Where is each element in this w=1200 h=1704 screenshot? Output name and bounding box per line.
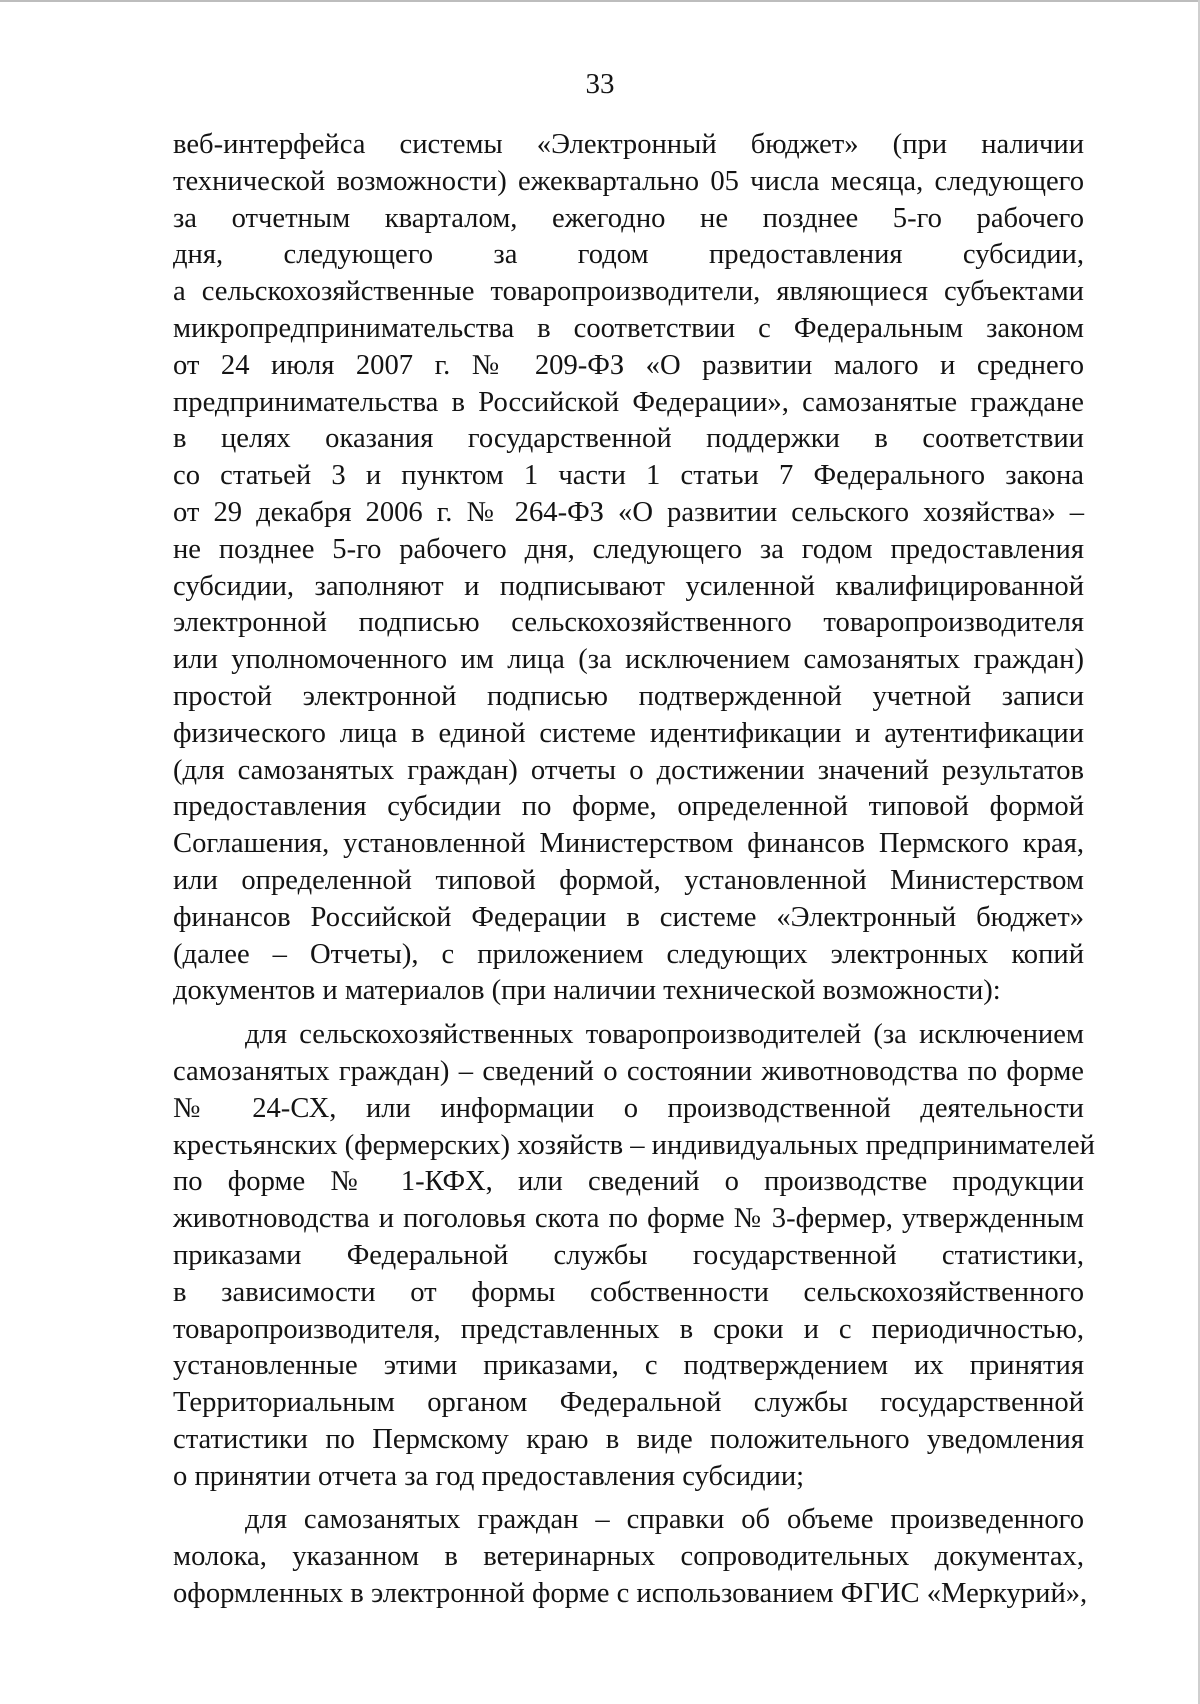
text-line: документов и материалов (при наличии технической возможности):	[173, 975, 1001, 1007]
text-line: от 29 декабря 2006 г. № 264-ФЗ «О развитии сельского хозяйства» –	[173, 496, 1084, 528]
text-line: субсидии, заполняют и подписывают усиленной квалифицированной	[173, 570, 1084, 602]
text-line: Территориальным органом Федеральной службы государственной	[173, 1387, 1084, 1419]
text-line: в целях оказания государственной поддержки в соответствии	[173, 423, 1084, 455]
text-line: простой электронной подписью подтвержденной учетной записи	[173, 680, 1084, 712]
text-line: не позднее 5-го рабочего дня, следующего за годом предоставления	[173, 533, 1084, 565]
text-line: животноводства и поголовья скота по форме № 3-фермер, утвержденным	[173, 1203, 1084, 1235]
text-line: по форме № 1-КФХ, или сведений о производстве продукции	[173, 1166, 1084, 1198]
text-line: (для самозанятых граждан) отчеты о достижении значений результатов	[173, 754, 1084, 786]
text-line: молока, указанном в ветеринарных сопроводительных документах,	[173, 1541, 1084, 1573]
text-line: предпринимательства в Российской Федерации», самозанятые граждане	[173, 386, 1084, 418]
text-line: электронной подписью сельскохозяйственного товаропроизводителя	[173, 607, 1084, 639]
text-line: статистики по Пермскому краю в виде положительного уведомления	[173, 1423, 1084, 1455]
text-line: предоставления субсидии по форме, определенной типовой формой	[173, 791, 1084, 823]
text-line: о принятии отчета за год предоставления субсидии;	[173, 1460, 805, 1492]
scan-edge-top	[0, 0, 1200, 2]
text-line: со статьей 3 и пунктом 1 части 1 статьи 7 Федерального закона	[173, 460, 1084, 492]
paragraph	[173, 127, 1084, 1010]
paragraph-gap	[173, 1495, 1084, 1502]
body-text	[173, 127, 1095, 1613]
text-line: за отчетным кварталом, ежегодно не позднее 5-го рабочего	[173, 202, 1084, 234]
text-line: для самозанятых граждан – справки об объеме произведенного	[245, 1504, 1084, 1536]
text-line: приказами Федеральной службы государственной статистики,	[173, 1239, 1084, 1271]
text-line: от 24 июля 2007 г. № 209-ФЗ «О развитии малого и среднего	[173, 349, 1084, 381]
text-line: (далее – Отчеты), с приложением следующих электронных копий	[173, 938, 1084, 970]
text-line: № 24-СХ, или информации о производственной деятельности	[173, 1092, 1084, 1124]
text-line: товаропроизводителя, представленных в сроки и с периодичностью,	[173, 1313, 1084, 1345]
text-line: установленные этими приказами, с подтверждением их принятия	[173, 1350, 1084, 1382]
page-number: 33	[585, 68, 615, 100]
text-line: а сельскохозяйственные товаропроизводители, являющиеся субъектами	[173, 276, 1084, 308]
text-line: самозанятых граждан) – сведений о состоянии животноводства по форме	[173, 1055, 1084, 1087]
text-line: физического лица в единой системе идентификации и аутентификации	[173, 717, 1084, 749]
text-line: веб-интерфейса системы «Электронный бюджет» (при наличии	[173, 129, 1084, 160]
paragraph	[173, 1502, 1088, 1612]
paragraph	[173, 1017, 1095, 1495]
text-line: в зависимости от формы собственности сельскохозяйственного	[173, 1276, 1084, 1308]
text-line: дня, следующего за годом предоставления субсидии,	[173, 239, 1084, 271]
text-line: микропредпринимательства в соответствии с Федеральным законом	[173, 312, 1084, 344]
paragraph-gap	[173, 1010, 1084, 1017]
text-line: оформленных в электронной форме с использованием ФГИС «Меркурий»,	[173, 1578, 1088, 1610]
text-line: крестьянских (фермерских) хозяйств – индивидуальных предпринимателей	[173, 1129, 1095, 1161]
text-line: для сельскохозяйственных товаропроизводителей (за исключением	[245, 1019, 1084, 1051]
text-line: или уполномоченного им лица (за исключением самозанятых граждан)	[173, 644, 1084, 676]
text-line: технической возможности) ежеквартально 05 числа месяца, следующего	[173, 165, 1084, 197]
text-line: финансов Российской Федерации в системе «Электронный бюджет»	[173, 901, 1084, 933]
text-line: или определенной типовой формой, установленной Министерством	[173, 864, 1084, 896]
text-line: Соглашения, установленной Министерством финансов Пермского края,	[173, 828, 1084, 860]
